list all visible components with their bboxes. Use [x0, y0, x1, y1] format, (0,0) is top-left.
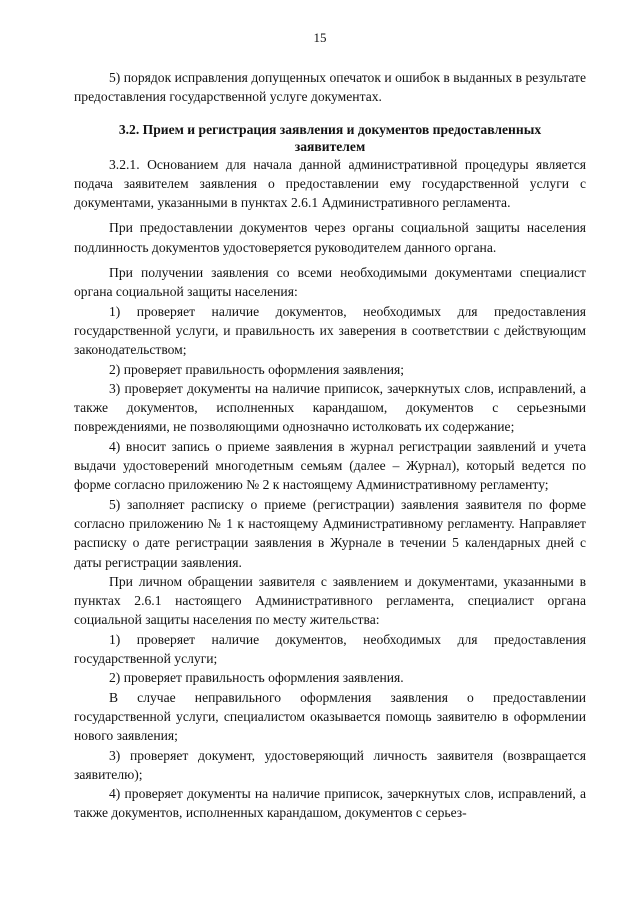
list-item: 4) проверяет документы на наличие приписок, зачеркнутых слов, исправлений, а также документов, исполненных карандашом, документов с серьез- [74, 786, 586, 821]
paragraph-item-5-correction: 5) порядок исправления допущенных опечаток и ошибок в выданных в результате предоставления государственной услуге документах. [74, 70, 586, 105]
list-item: 3) проверяет документы на наличие приписок, зачеркнутых слов, исправлений, а также документов, исполненных карандашом, документов с серьезными повреждениями, не позволяющими однозначно истолковать их содержание; [74, 380, 586, 435]
document-body [74, 68, 586, 823]
list-item: 3) проверяет документ, удостоверяющий личность заявителя (возвращается заявителю); [74, 747, 586, 782]
paragraph: При личном обращении заявителя с заявлением и документами, указанными в пунктах 2.6.1 настоящего Административного регламента, специалист органа социальной защиты населения по месту жительства: [74, 573, 586, 628]
paragraph: В случае неправильного оформления заявления о предоставлении государственной услуги, специалистом оказывается помощь заявителю в оформлении нового заявления; [74, 689, 586, 744]
paragraph: При предоставлении документов через органы социальной защиты населения подлинность документов удостоверяется руководителем данного органа. [74, 220, 586, 255]
paragraph: При получении заявления со всеми необходимыми документами специалист органа социальной защиты населения: [74, 265, 586, 300]
section-heading: 3.2. Прием и регистрация заявления и документов предоставленных заявителем [118, 121, 542, 154]
list-item: 1) проверяет наличие документов, необходимых для предоставления государственной услуги, и правильность их заверения в соответствии с действующим законодательством; [74, 303, 586, 358]
page-number: 15 [313, 30, 327, 45]
list-item: 1) проверяет наличие документов, необходимых для предоставления государственной услуги; [74, 631, 586, 667]
list-item: 5) заполняет расписку о приеме (регистрации) заявления заявителя по форме согласно приложению № 1 к настоящему Административному регламенту. Направляет расписку о дате регистрации заявления в Журнале в течении 5 календарных дней с даты регистрации заявления. [74, 496, 586, 570]
list-item: 2) проверяет правильность оформления заявления. [109, 670, 404, 686]
list-item: 4) вносит запись о приеме заявления в журнал регистрации заявлений и учета выдачи удостоверений многодетным семьям (далее – Журнал), который ведется по форме согласно приложению № 2 к настоящему Административному регламенту; [74, 438, 586, 493]
list-item: 2) проверяет правильность оформления заявления; [109, 361, 405, 377]
paragraph: 3.2.1. Основанием для начала данной административной процедуры является подача заявителем заявления о предоставлении ему государственной услуги с документами, указанными в пунктах 2.6.1 Административного регламента. [74, 156, 586, 211]
